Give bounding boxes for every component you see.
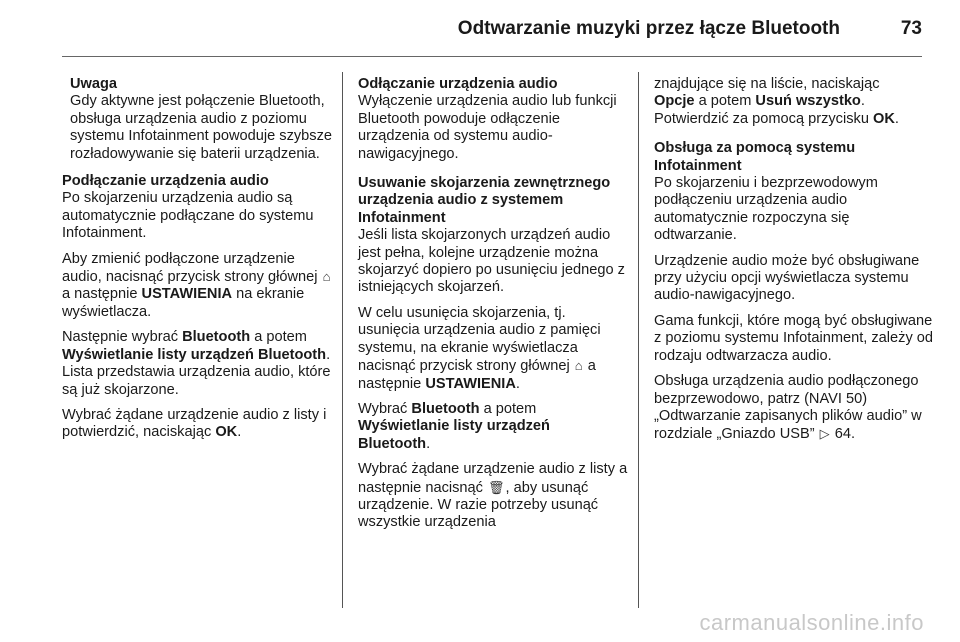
select-text-c: . bbox=[426, 435, 431, 452]
page-reference: 64. bbox=[834, 426, 856, 443]
unpair-steps-c: . bbox=[515, 375, 520, 392]
choose-paragraph bbox=[62, 407, 334, 442]
operation-paragraph-2: Urządzenie audio może być obsługiwane przy użyciu opcji wyświetlacza systemu audio-nawigacyjnego. bbox=[654, 252, 920, 304]
then-paragraph bbox=[62, 329, 334, 399]
ok-term: OK bbox=[873, 110, 895, 127]
continuation-text-b: a potem bbox=[698, 93, 752, 110]
operation-text: Po skojarzeniu i bezprzewodowym podłączeniu urządzenia audio automatycznie rozpoczyna się odtwarzanie. bbox=[654, 175, 878, 244]
column-3 bbox=[654, 76, 934, 452]
continuation-text-a: znajdujące się na liście, naciskając bbox=[654, 76, 880, 92]
watermark: carmanualsonline.info bbox=[699, 610, 924, 635]
header-rule bbox=[62, 56, 922, 57]
delete-all-term: Usuń wszystko bbox=[755, 93, 861, 110]
bluetooth-term: Bluetooth bbox=[182, 329, 251, 346]
change-paragraph bbox=[62, 251, 334, 322]
column-divider-2 bbox=[638, 72, 639, 608]
operation-heading: Obsługa za pomocą systemu Infotainment bbox=[654, 140, 856, 174]
delete-paragraph bbox=[358, 461, 630, 532]
device-list-term: Wyświetlanie listy urządzeń bbox=[358, 418, 550, 435]
select-text-b: a potem bbox=[483, 400, 537, 417]
continuation-text-c: . bbox=[860, 93, 865, 110]
disconnect-text: Wyłączenie urządzenia audio lub funkcji Bluetooth powoduje odłączenie urządzenia od systemu audio-nawigacyjnego. bbox=[358, 93, 617, 162]
column-2 bbox=[358, 76, 630, 540]
column-1 bbox=[62, 76, 334, 450]
unpair-steps bbox=[358, 305, 630, 393]
note-heading: Uwaga bbox=[70, 76, 118, 92]
delete-text-b: , aby usunąć urządzenie. W razie potrzeby usunąć wszystkie urządzenia bbox=[358, 479, 599, 531]
then-text-c: . Lista przedstawia urządzenia audio, które są już skojarzone. bbox=[62, 346, 331, 398]
options-term: Opcje bbox=[654, 93, 695, 110]
confirm-text-a: Potwierdzić za pomocą przycisku bbox=[654, 110, 869, 127]
select-text-a: Wybrać bbox=[358, 400, 408, 417]
ok-term: OK bbox=[215, 424, 238, 441]
bluetooth-term-2: Bluetooth bbox=[358, 435, 427, 452]
disconnect-heading: Odłączanie urządzenia audio bbox=[358, 76, 558, 92]
select-paragraph bbox=[358, 401, 630, 453]
unpair-steps-a: W celu usunięcia skojarzenia, tj. usunięcia urządzenia audio z pamięci systemu, na ekranie wyświetlacza nacisnąć przycisk strony głównej bbox=[358, 304, 601, 375]
operation-section bbox=[654, 140, 934, 244]
disconnect-section bbox=[358, 76, 630, 163]
settings-term: USTAWIENIA bbox=[141, 286, 233, 303]
page-reference-arrow-icon: ▷ bbox=[819, 426, 830, 442]
unpair-text: Jeśli lista skojarzonych urządzeń audio jest pełna, kolejne urządzenie można skojarzyć dopiero po usunięciu jednego z istniejących skojarzeń. bbox=[358, 227, 625, 296]
unpair-steps-b: a następnie bbox=[358, 358, 596, 392]
unpair-heading: Usuwanie skojarzenia zewnętrznego urządzenia audio z systemem Infotainment bbox=[358, 175, 611, 226]
page-title: Odtwarzanie muzyki przez łącze Bluetooth bbox=[457, 18, 840, 39]
delete-text-a: Wybrać żądane urządzenie audio z listy a następnie nacisnąć bbox=[358, 461, 628, 496]
connect-section bbox=[62, 173, 334, 243]
settings-term: USTAWIENIA bbox=[425, 375, 516, 392]
note-block bbox=[70, 76, 334, 163]
then-text-b: a potem bbox=[254, 329, 307, 346]
then-text-a: Następnie wybrać bbox=[62, 329, 178, 346]
change-text-a: Aby zmienić podłączone urządzenie audio, nacisnąć przycisk strony głównej bbox=[62, 250, 318, 286]
trash-icon: 🗑 bbox=[488, 479, 505, 495]
home-icon: ⌂ bbox=[322, 269, 331, 285]
column-divider-1 bbox=[342, 72, 343, 608]
operation-4-text: Obsługa urządzenia audio podłączonego bezprzewodowo, patrz (NAVI 50) „Odtwarzanie zapisanych plików audio” w rozdziale „Gniazdo USB” bbox=[654, 373, 922, 443]
operation-paragraph-3: Gama funkcji, które mogą być obsługiwane z poziomu systemu Infotainment, zależy od rodzaju odtwarzacza audio. bbox=[654, 312, 934, 364]
connect-heading: Podłączanie urządzenia audio bbox=[62, 173, 269, 190]
bluetooth-term: Bluetooth bbox=[411, 400, 480, 417]
unpair-section bbox=[358, 175, 630, 297]
home-icon: ⌂ bbox=[574, 358, 583, 374]
confirm-text-b: . bbox=[894, 110, 899, 127]
choose-text-b: . bbox=[237, 424, 242, 441]
device-list-term: Wyświetlanie listy urządzeń Bluetooth bbox=[62, 346, 327, 363]
page-header bbox=[0, 0, 960, 52]
operation-paragraph-4 bbox=[654, 373, 934, 444]
page-number: 73 bbox=[900, 18, 922, 39]
choose-text-a: Wybrać żądane urządzenie audio z listy i potwierdzić, naciskając bbox=[62, 406, 327, 441]
change-text-b: a następnie bbox=[62, 286, 138, 303]
connect-text: Po skojarzeniu urządzenia audio są automatycznie podłączane do systemu Infotainment. bbox=[62, 190, 314, 242]
note-text: Gdy aktywne jest połączenie Bluetooth, obsługa urządzenia audio z poziomu systemu Infotainment powoduje szybsze rozładowywanie się baterii urządzenia. bbox=[70, 93, 333, 162]
change-text-c: na ekranie wyświetlacza. bbox=[62, 286, 305, 320]
continuation-paragraph bbox=[654, 76, 934, 128]
